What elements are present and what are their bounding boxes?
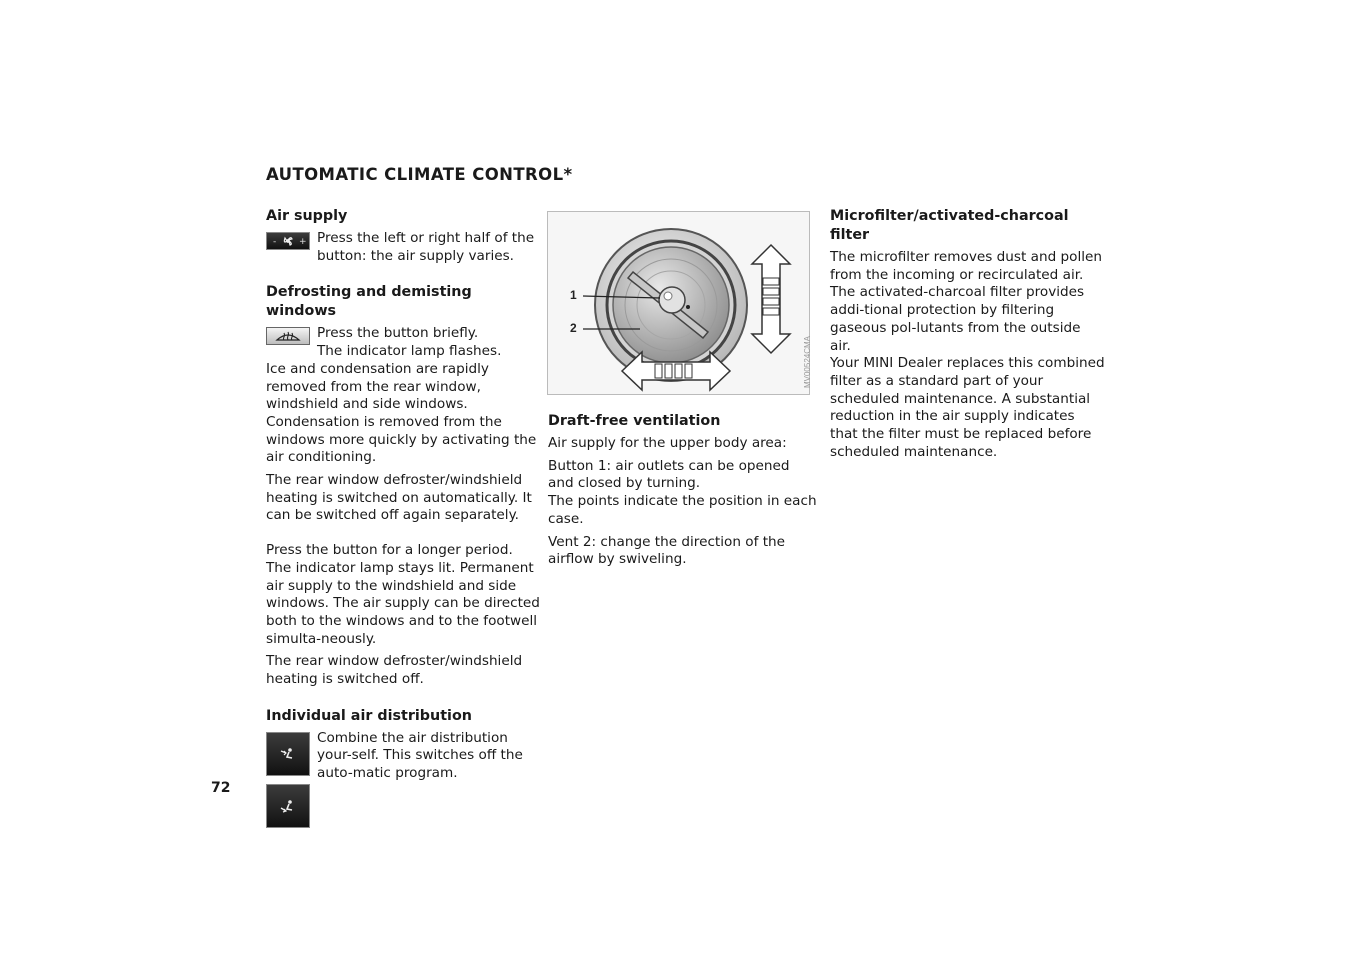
svg-text:+: + <box>299 237 307 247</box>
draft-paragraph-4: Vent 2: change the direction of the airflow by swiveling. <box>548 533 786 568</box>
filter-paragraph-1: The microfilter removes dust and pollen from the incoming or recirculated air. The activated-charcoal filter provides addi-tional protection by filtering gaseous pol-lutants from the outside air. <box>830 249 1103 354</box>
draft-paragraph-1: Air supply for the upper body area: <box>548 435 787 451</box>
callout-2: 2 <box>570 321 577 335</box>
page-number: 72 <box>211 780 231 796</box>
defrost-row <box>266 325 544 360</box>
distribution-row <box>266 730 544 828</box>
vent-drawing <box>548 212 811 396</box>
defrost-paragraph-4: The indicator lamp stays lit. Permanent air supply to the windshield and side windows. The air supply can be directed both to the windows and to the footwell simulta-neously. <box>266 559 540 647</box>
column-left <box>266 207 544 846</box>
section-defrost <box>266 283 544 688</box>
defrost-paragraph-1: Ice and condensation are rapidly removed from the rear window, windshield and side windows. Condensation is removed from the windows more quickly by activating the air conditioning. <box>266 360 537 466</box>
column-middle <box>548 412 818 574</box>
defrost-windshield-icon <box>266 327 310 345</box>
air-supply-line2: button: the air supply varies. <box>317 247 514 264</box>
air-upper-body-icon <box>266 732 310 776</box>
air-supply-line1: Press the left or right half of the <box>317 230 535 246</box>
defrost-paragraph-5: The rear window defroster/windshield heating is switched off. <box>266 653 523 688</box>
distribution-text: Combine the air distribution your-self. This switches off the auto-matic program. <box>317 729 523 782</box>
defrost-paragraph-3: Press the button for a longer period. <box>266 542 513 559</box>
figure-code: MV00524CMA <box>803 335 812 388</box>
air-supply-row <box>266 230 544 265</box>
filter-heading: Microfilter/activated-charcoal filter <box>830 208 1069 243</box>
page-title: AUTOMATIC CLIMATE CONTROL* <box>266 165 573 184</box>
filter-paragraph-2: Your MINI Dealer replaces this combined filter as a standard part of your scheduled maintenance. A substantial reduction in the air supply indicates that the filter must be replaced before scheduled maintenance. <box>830 355 1105 460</box>
column-right <box>830 207 1105 466</box>
distribution-heading: Individual air distribution <box>266 707 472 724</box>
section-air-supply <box>266 207 544 265</box>
defrost-heading: Defrosting and demisting windows <box>266 284 472 320</box>
defrost-line2: The indicator lamp flashes. <box>317 343 502 360</box>
air-footwell-icon <box>266 784 310 828</box>
defrost-line1: Press the button briefly. <box>317 325 479 342</box>
draft-heading: Draft-free ventilation <box>548 413 721 429</box>
defrost-paragraph-2: The rear window defroster/windshield heating is switched on automatically. It can be switched off again separately. <box>266 472 532 524</box>
vent-illustration <box>547 211 810 395</box>
callout-1: 1 <box>570 288 577 302</box>
section-distribution <box>266 707 544 828</box>
svg-text:-: - <box>273 237 277 247</box>
draft-paragraph-3: The points indicate the position in each case. <box>548 493 817 527</box>
draft-paragraph-2: Button 1: air outlets can be opened and closed by turning. <box>548 457 790 492</box>
air-supply-heading: Air supply <box>266 208 348 224</box>
fan-minus-plus-icon <box>266 232 310 250</box>
